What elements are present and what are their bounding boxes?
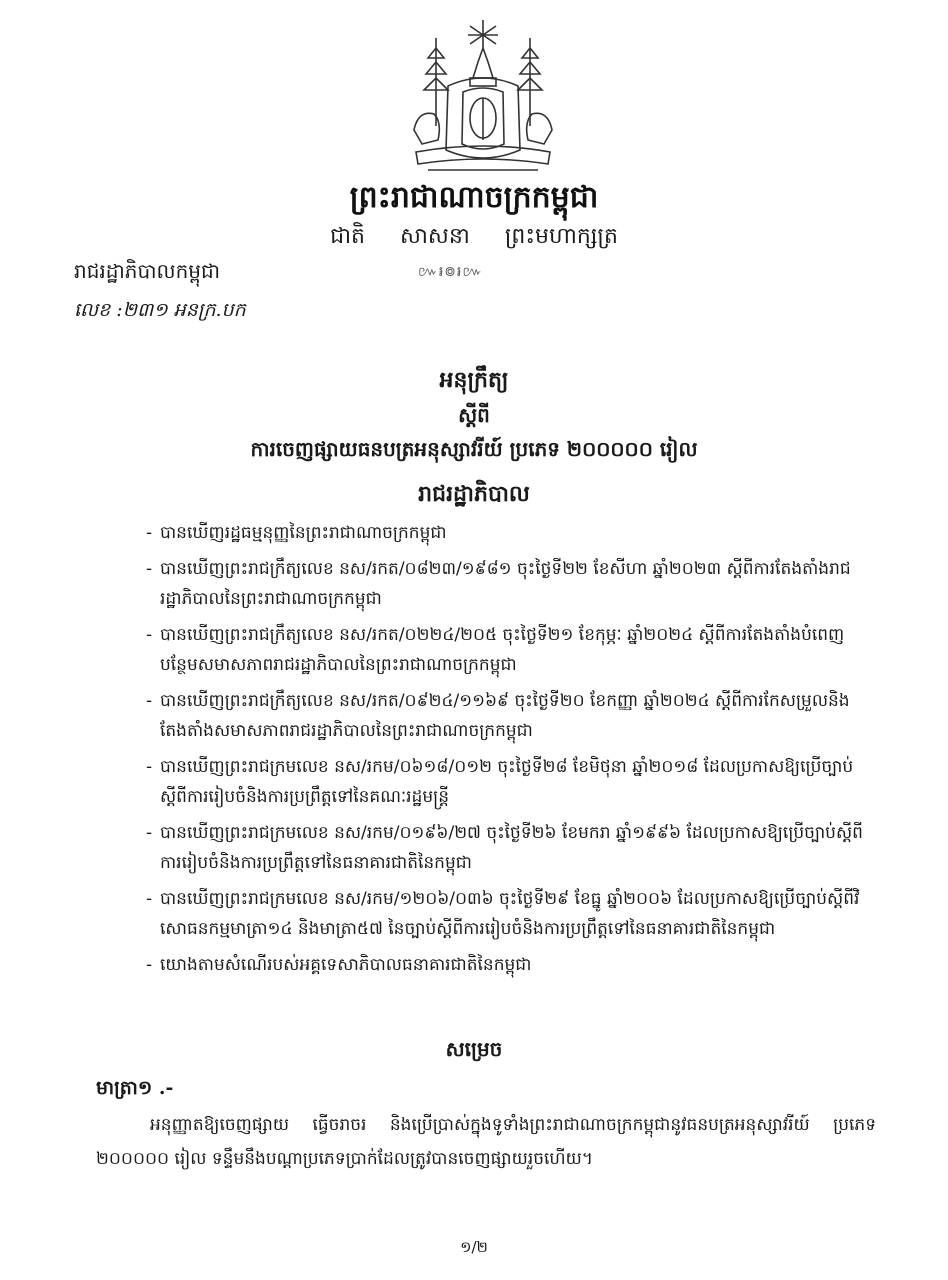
kingdom-heading: ព្រះរាជាណាចក្រកម្ពុជា	[349, 180, 599, 215]
decree-title-block	[0, 366, 948, 518]
ornament-divider: ៚៛៙៛៚	[418, 264, 484, 280]
motto-religion: សាសនា	[399, 224, 470, 249]
decree-issuer: រាជរដ្ឋាភិបាល	[418, 481, 530, 507]
recitals-list	[146, 518, 874, 986]
reference-number: លេខ :២៣១ អនក្រ.បក	[74, 299, 246, 321]
decree-type: អនុក្រឹត្យ	[439, 367, 509, 393]
national-motto	[0, 222, 948, 254]
recital-item: - បានឃើញព្រះរាជក្រឹត្យលេខ នស/រកត/០៨២៣/១៩៨១ ចុះថ្ងៃទី២២ ខែសីហា ឆ្នាំ២០២៣ ស្ដីពីការតែងតាំងរាជរដ្ឋាភិបាលនៃព្រះរាជាណាចក្រកម្ពុជា	[146, 554, 874, 614]
royal-coat-of-arms-icon	[408, 18, 558, 173]
recital-item: - យោងតាមសំណើរបស់អគ្គទេសាភិបាលធនាគារជាតិនៃកម្ពុជា	[146, 950, 874, 980]
recital-item: - បានឃើញព្រះរាជក្រមលេខ នស/រកម/១២០៦/០៣៦ ចុះថ្ងៃទី២៩ ខែធ្នូ ឆ្នាំ២០០៦ ដែលប្រកាសឱ្យប្រើច្បាប់ស្ដីពីវិសោធនកម្មមាត្រា១៤ និងមាត្រា៥៧ នៃច្បាប់ស្ដីពីការរៀបចំនិងការប្រព្រឹត្តទៅនៃធនាគារជាតិនៃកម្ពុជា	[146, 884, 874, 944]
recital-item: - បានឃើញព្រះរាជក្រឹត្យលេខ នស/រកត/០២២៤/២០៥ ចុះថ្ងៃទី២១ ខែកុម្ភៈ ឆ្នាំ២០២៤ ស្ដីពីការតែងតាំងបំពេញបន្ថែមសមាសភាពរាជរដ្ឋាភិបាលនៃព្រះរាជាណាចក្រកម្ពុជា	[146, 620, 874, 680]
recital-item: - បានឃើញព្រះរាជក្រមលេខ នស/រកម/០៦១៨/០១២ ចុះថ្ងៃទី២៨ ខែមិថុនា ឆ្នាំ២០១៨ ដែលប្រកាសឱ្យប្រើច្បាប់ស្ដីពីការរៀបចំនិងការប្រព្រឹត្តទៅនៃគណៈរដ្ឋមន្ត្រី	[146, 752, 874, 812]
motto-nation: ជាតិ	[330, 224, 365, 249]
page-number: ១/២	[460, 1238, 488, 1256]
article-1-body: អនុញ្ញាតឱ្យចេញផ្សាយ ធ្វើចរាចរ និងប្រើប្រាស់ក្នុងទូទាំងព្រះរាជាណាចក្រកម្ពុជានូវធនបត្រអនុស្សាវរីយ៍ ប្រភេទ ២០០០០០ រៀល ទន្ទឹមនឹងបណ្ដាប្រភេទប្រាក់ដែលត្រូវបានចេញផ្សាយរួចហើយ។	[96, 1115, 876, 1169]
recital-item: - បានឃើញរដ្ឋធម្មនុញ្ញនៃព្រះរាជាណាចក្រកម្ពុជា	[146, 518, 874, 548]
recital-item: - បានឃើញព្រះរាជក្រឹត្យលេខ នស/រកត/០៩២៤/១១៦៩ ចុះថ្ងៃទី២០ ខែកញ្ញា ឆ្នាំ២០២៤ ស្ដីពីការកែសម្រួលនិងតែងតាំងសមាសភាពរាជរដ្ឋាភិបាលនៃព្រះរាជាណាចក្រកម្ពុជា	[146, 686, 874, 746]
decree-subject: ការចេញផ្សាយធនបត្រអនុស្សាវរីយ៍ ប្រភេទ ២០០០០០ រៀល	[250, 437, 698, 461]
decree-about: ស្ដីពី	[458, 403, 490, 427]
article-1-title: មាត្រា១ .-	[96, 1077, 174, 1099]
recital-item: - បានឃើញព្រះរាជក្រមលេខ នស/រកម/០១៩៦/២៧ ចុះថ្ងៃទី២៦ ខែមករា ឆ្នាំ១៩៩៦ ដែលប្រកាសឱ្យប្រើច្បាប់ស្ដីពីការរៀបចំនិងការប្រព្រឹត្តទៅនៃធនាគារជាតិនៃកម្ពុជា	[146, 818, 874, 878]
decision-heading: សម្រេច	[445, 1037, 503, 1061]
motto-king: ព្រះមហាក្សត្រ	[504, 224, 618, 249]
issuing-government: រាជរដ្ឋាភិបាលកម្ពុជា	[74, 259, 220, 283]
